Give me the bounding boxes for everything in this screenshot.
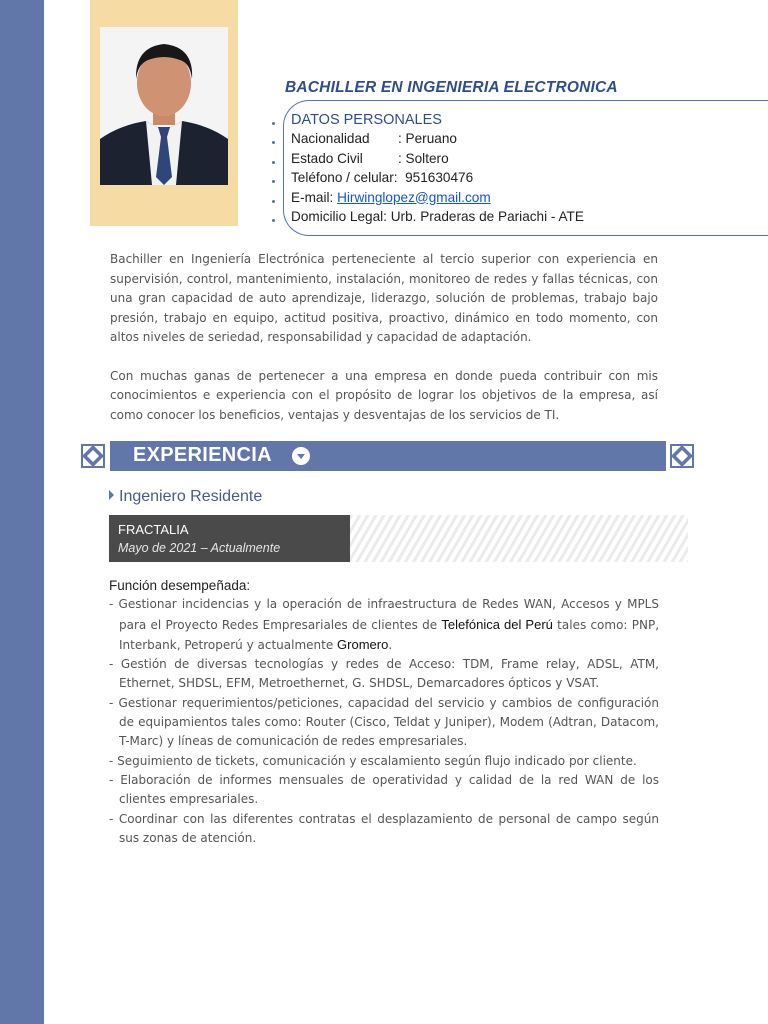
job-functions: [109, 576, 659, 848]
triangle-bullet-icon: [109, 490, 114, 500]
function-item: - Gestión de diversas tecnologías y redes de Acceso: TDM, Frame relay, ADSL, ATM, Ethernet, SHDSL, EFM, Metroethernet, G. SHDSL, Demarcadores ópticos y VSAT.: [109, 657, 659, 691]
phone-value: 951630476: [405, 170, 474, 185]
address-label: Domicilio Legal:: [291, 209, 387, 224]
nationality-value: : Peruano: [398, 131, 457, 146]
phone-row: [291, 168, 584, 188]
profile-photo: [100, 27, 228, 185]
personal-data-title: DATOS PERSONALES: [291, 112, 442, 128]
profile-summary: [110, 250, 658, 444]
address-value: Urb. Praderas de Pariachi - ATE: [390, 209, 584, 224]
function-item: - Seguimiento de tickets, comunicación y escalamiento según flujo indicado por cliente.: [109, 753, 637, 768]
chevron-down-icon[interactable]: [292, 447, 310, 465]
phone-label: Teléfono / celular:: [291, 170, 398, 185]
email-link[interactable]: Hirwinglopez@gmail.com: [337, 189, 491, 205]
headline-title: BACHILLER EN INGENIERIA ELECTRONICA: [285, 79, 618, 96]
highlight-client: Telefónica del Perú: [441, 616, 553, 632]
striped-decoration: [350, 515, 688, 562]
personal-data: [291, 112, 584, 227]
email-label: E-mail:: [291, 189, 334, 205]
nationality-row: [291, 129, 584, 149]
summary-paragraph-1: Bachiller en Ingeniería Electrónica perteneciente al tercio superior con experiencia en supervisión, control, mantenimiento, instalación, monitoreo de redes y fallas técnicas, con una gran capacidad de auto aprendizaje, liderazgo, solución de problemas, trabajo bajo presión, trabajo en equipo, actitud positiva, proactivo, dinámico en todo momento, con altos niveles de seriedad, responsabilidad y capacidad de adaptación.: [110, 252, 658, 344]
experience-section-title: EXPERIENCIA: [133, 444, 272, 466]
job-role-label: Ingeniero Residente: [119, 488, 263, 505]
left-accent-bar: [0, 0, 44, 1024]
civil-status-row: [291, 149, 584, 169]
functions-title: Función desempeñada:: [109, 578, 251, 593]
function-item: - Elaboración de informes mensuales de operatividad y calidad de la red WAN de los clientes empresariales.: [109, 772, 659, 807]
company-name: FRACTALIA: [118, 522, 189, 537]
address-row: [291, 207, 584, 227]
job-period: Mayo de 2021 – Actualmente: [118, 541, 281, 555]
job-role: [109, 488, 262, 506]
bullet-dots: [272, 122, 275, 238]
function-item: - Gestionar requerimientos/peticiones, capacidad del servicio y cambios de configuración de equipamientos tales como: Router (Cisco, Teldat y Juniper), Modem (Adtran, Datacom, T-Marc) y líneas de comunicación de redes empresariales.: [109, 695, 659, 749]
highlight-client: Gromero: [337, 636, 389, 652]
function-item: - Coordinar con las diferentes contratas el desplazamiento de personal de campo según sus zonas de atención.: [109, 811, 659, 845]
email-row: [291, 188, 584, 208]
civil-status-value: : Soltero: [398, 150, 449, 166]
nationality-label: Nacionalidad: [291, 131, 370, 146]
civil-status-label: Estado Civil: [291, 150, 363, 166]
diamond-frame-icon: [670, 444, 694, 468]
function-item: - Gestionar incidencias y la operación de infraestructura de Redes WAN, Accesos y MPLS para el Proyecto Redes Empresariales de clientes de Telefónica del Perú tales como: PNP, Interbank, Petroperú y actualmente Gromero.: [109, 597, 660, 652]
summary-paragraph-2: Con muchas ganas de pertenecer a una empresa en donde pueda contribuir con mis conocimientos e experiencia con el propósito de lograr los objetivos de la empresa, así como conocer los beneficios, ventajas y desventajas de los servicios de TI.: [110, 368, 658, 422]
diamond-frame-icon: [81, 444, 105, 468]
